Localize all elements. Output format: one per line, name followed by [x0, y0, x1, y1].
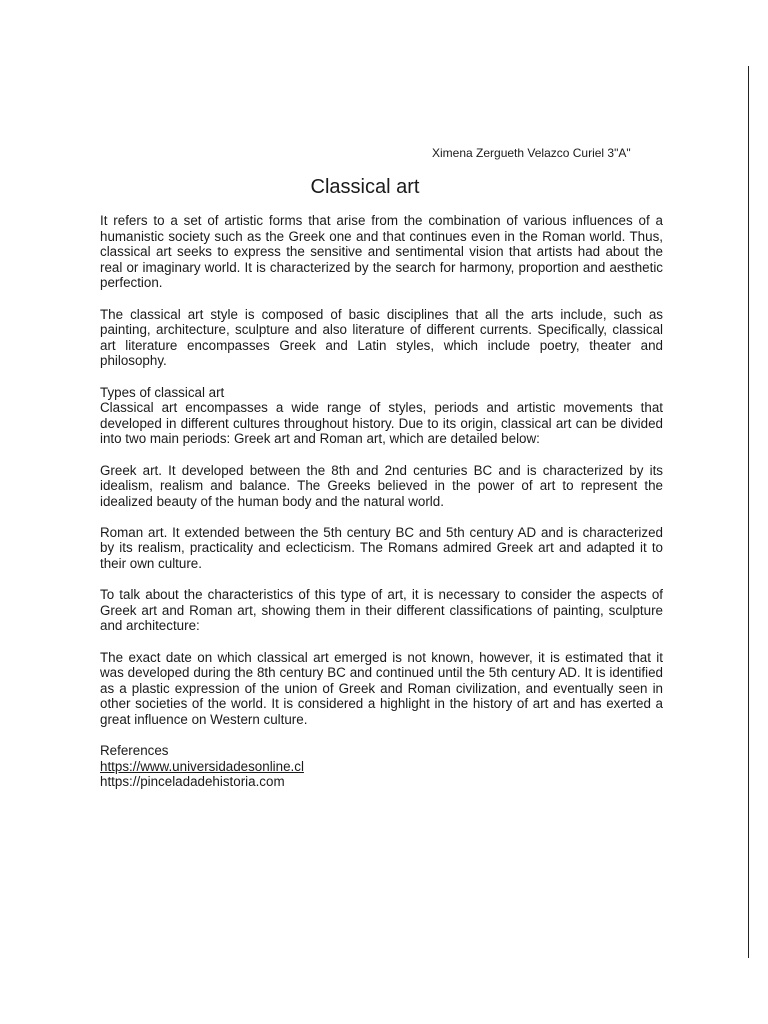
- reference-link-universidadesonline[interactable]: https://www.universidadesonline.cl: [100, 758, 304, 774]
- roman-art-paragraph: Roman art. It extended between the 5th century BC and 5th century AD and is characterized by its realism, practicality and eclecticism. The Romans admired Greek art and adapted it to their own culture.: [100, 524, 663, 572]
- intro-paragraph: It refers to a set of artistic forms that arise from the combination of various influences of a humanistic society such as the Greek one and that continues even in the Roman world. Thus, classical art seeks to express the sensitive and sentimental vision that artists had about the real or imaginary world. It is characterized by the search for harmony, proportion and aesthetic perfection.: [100, 213, 663, 291]
- document-body: [100, 213, 663, 790]
- greek-art-paragraph: Greek art. It developed between the 8th and 2nd centuries BC and is characterized by its idealism, realism and balance. The Greeks believed in the power of art to represent the idealized beauty of the human body and the natural world.: [100, 462, 663, 509]
- style-paragraph: The classical art style is composed of basic disciplines that all the arts include, such as painting, architecture, sculpture and also literature of different currents. Specifically, classical art literature encompasses Greek and Latin styles, which include poetry, theater and philosophy.: [100, 306, 663, 369]
- origin-paragraph: The exact date on which classical art emerged is not known, however, it is estimated that it was developed during the 8th century BC and continued until the 5th century AD. It is identified as a plastic expression of the union of Greek and Roman civilization, and eventually seen in other societies of the world. It is considered a highlight in the history of art and has exerted a great influence on Western culture.: [100, 649, 663, 727]
- types-heading: Types of classical art: [100, 384, 225, 400]
- references-heading: References: [100, 743, 169, 759]
- types-paragraph: Classical art encompasses a wide range of styles, periods and artistic movements that developed in different cultures throughout history. Due to its origin, classical art can be divided into two main periods: Greek art and Roman art, which are detailed below:: [100, 400, 663, 447]
- characteristics-paragraph: To talk about the characteristics of this type of art, it is necessary to consider the aspects of Greek art and Roman art, showing them in their different classifications of painting, sculpture and architecture:: [100, 587, 663, 634]
- document-title: Classical art: [310, 176, 420, 198]
- references-section: [100, 743, 663, 790]
- page-edge-line: [748, 66, 749, 958]
- author-line: Ximena Zergueth Velazco Curiel 3"A": [432, 146, 631, 160]
- reference-link-pinceladadehistoria[interactable]: https://pinceladadehistoria.com: [100, 774, 285, 790]
